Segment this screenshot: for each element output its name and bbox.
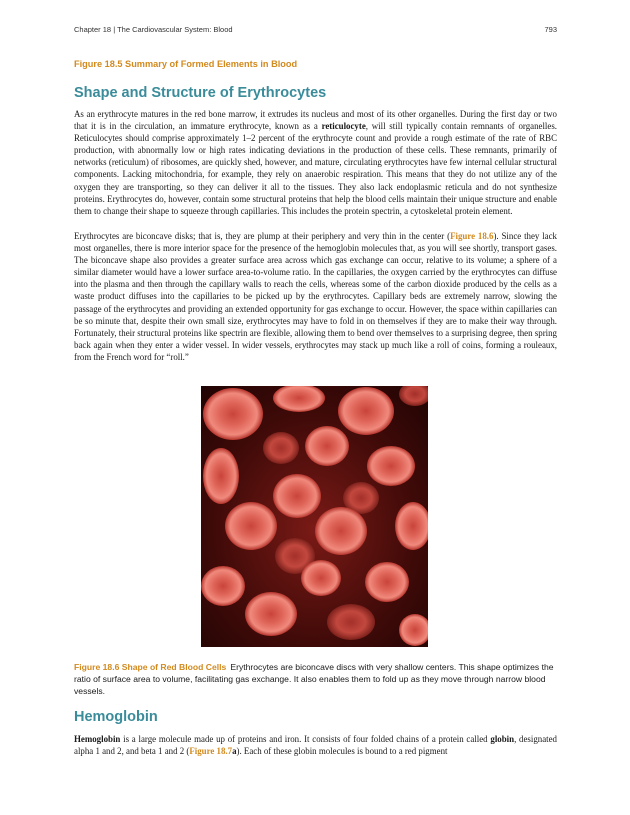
figure-18-6-caption: [74, 661, 557, 697]
text: As an erythrocyte matures in the red bone marrow, it extrudes its nucleus and most of its other organelles. During the first day or two that it is in the circulation, an immature erythrocyte, known as a: [74, 109, 557, 132]
term-hemoglobin: Hemoglobin: [74, 734, 121, 744]
text: , will still typically contain remnants of organelles. Reticulocytes should comprise approximately 1–2 percent of the erythrocyte count and provide a rough estimate of the rate of RBC production, with abnormally low or high rates indicating deviations in the production of these cells. These remnants, primarily of networks (reticulum) of ribosomes, are quickly shed, however, and mature, circulating erythrocytes have few internal cellular structural components. Lacking mitochondria, for example, they rely on anaerobic respiration. This means that they do not utilize any of the oxygen they are transporting, so they can deliver it all to the tissues. They also lack endoplasmic reticula and do not synthesize proteins. Erythrocytes do, however, contain some structural proteins that help the blood cells maintain their unique structure and enable them to change their shape to squeeze through capillaries. This includes the protein spectrin, a cytoskeletal protein element.: [74, 121, 557, 216]
figure-18-5-title[interactable]: Figure 18.5 Summary of Formed Elements in Blood: [74, 59, 298, 69]
chapter-title: Chapter 18 | The Cardiovascular System: Blood: [74, 25, 233, 34]
term-reticulocyte: reticulocyte: [321, 121, 366, 132]
text: ). Since they lack most organelles, there is more interior space for the presence of the hemoglobin molecules that, as you will see shortly, transport gases. The biconcave shape also provides a greater surface area across which gas exchange can occur, relative to its volume; a sphere of a similar diameter would have a lower surface area-to-volume ratio. In the capillaries, the oxygen carried by the erythrocytes can diffuse into the plasma and then through the capillary walls to reach the cells, whereas some of the carbon dioxide produced by the cells as a waste product diffuses into the capillaries to be picked up by the erythrocytes. Capillary beds are extremely narrow, slowing the passage of the erythrocytes and providing an extended opportunity for gas exchange to occur. However, the space within capillaries can be so minute that, despite their own small size, erythrocytes may have to fold in on themselves if they are to make their way through. Fortunately, their structural proteins like spectrin are flexible, allowing them to bend over themselves to a surprising degree, then spring back again when they enter a wider vessel. In wider vessels, erythrocytes may stack up much like a roll of coins, forming a rouleaux, from the French word for “roll.”: [74, 231, 557, 362]
page-number: 793: [544, 25, 557, 34]
paragraph-biconcave: [74, 230, 557, 363]
paragraph-reticulocyte: [74, 108, 557, 217]
section-heading-hemoglobin: Hemoglobin: [74, 709, 158, 725]
paragraph-hemoglobin: [74, 733, 557, 757]
term-globin: globin: [490, 734, 515, 744]
figure-18-6-link[interactable]: Figure 18.6: [450, 231, 494, 241]
running-header: [74, 25, 557, 34]
text: Erythrocytes are biconcave disks; that is, they are plump at their periphery and very thin in the center (: [74, 231, 451, 241]
section-heading-shape: Shape and Structure of Erythrocytes: [74, 85, 327, 101]
text: is a large molecule made up of proteins and iron. It consists of four folded chains of a protein called: [120, 734, 491, 744]
red-blood-cells-micrograph: [201, 386, 428, 647]
figure-18-6-label: Figure 18.6 Shape of Red Blood Cells: [74, 662, 227, 672]
figure-part-label: a: [232, 746, 237, 757]
figure-18-7-link[interactable]: Figure 18.7: [189, 746, 233, 757]
text: ). Each of these globin molecules is bound to a red pigment: [236, 746, 448, 757]
text: , designated alpha 1 and 2, and beta 1 and 2 (: [74, 734, 557, 757]
caption-text: Erythrocytes are biconcave discs with very shallow centers. This shape optimizes the ratio of surface area to volume, facilitating gas exchange. It also enables them to fold up as they move through narrow blood vessels.: [74, 662, 554, 696]
